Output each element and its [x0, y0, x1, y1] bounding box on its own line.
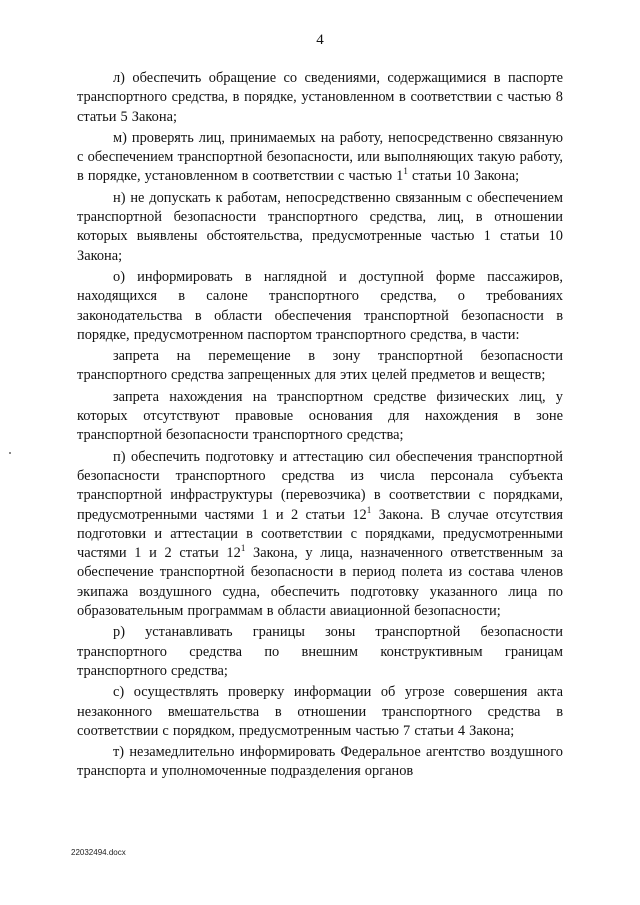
- page-number: 4: [316, 32, 324, 48]
- paragraph-o-item-2: запрета нахождения на транспортном средстве физических лиц, у которых отсутствуют правовые основания для нахождения в зоне транспортной безопасности транспортного средства;: [77, 388, 563, 444]
- file-name-footer: 22032494.docx: [71, 848, 126, 857]
- paragraph-o: о) информировать в наглядной и доступной форме пассажиров, находящихся в салоне транспортного средства, о требованиях законодательства в области обеспечения транспортной безопасности в порядке, предусмотренном паспортом транспортного средства, в части:: [77, 268, 563, 343]
- paragraph-t: т) незамедлительно информировать Федеральное агентство воздушного транспорта и уполномоченные подразделения органов: [77, 744, 563, 780]
- paragraph-n: н) не допускать к работам, непосредственно связанным с обеспечением транспортной безопасности транспортного средства, лиц, в отношении которых выявлены обстоятельства, предусмотренные частью 1 статьи 10 Закона;: [77, 189, 563, 264]
- scan-speck: [9, 452, 11, 454]
- paragraph-o-item-1: запрета на перемещение в зону транспортной безопасности транспортного средства запрещенных для этих целей предметов и веществ;: [77, 348, 563, 384]
- paragraph-r: р) устанавливать границы зоны транспортной безопасности транспортного средства по внешним конструктивным границам транспортного средства;: [77, 624, 563, 679]
- paragraph-m: м) проверять лиц, принимаемых на работу, непосредственно связанную с обеспечением транспортной безопасности, или выполняющих такую работу, в порядке, установленном в соответствии с частью $1^1$ статьи 10 Закона;: [77, 129, 563, 185]
- paragraph-p: п) обеспечить подготовку и аттестацию сил обеспечения транспортной безопасности транспортного средства из числа персонала субъекта транспортной инфраструктуры (перевозчика) в соответствии с порядками, предусмотренными частями 1 и 2 статьи $12^1$ Закона. В случае отсутствия подготовки и аттестации в соответствии с порядками, предусмотренными частями 1 и 2 статьи $12^1$ Закона, у лица, назначенного ответственным за обеспечение транспортной безопасности в период полета из состава членов экипажа воздушного судна, обеспечить подготовку указанного лица по образовательным программам в области авиационной безопасности;: [77, 448, 563, 620]
- paragraph-s: с) осуществлять проверку информации об угрозе совершения акта незаконного вмешательства в отношении транспортного средства в соответствии с порядком, предусмотренным частью 7 статьи 4 Закона;: [77, 684, 563, 739]
- document-body: [77, 69, 563, 784]
- paragraph-l: л) обеспечить обращение со сведениями, содержащимися в паспорте транспортного средства, в порядке, установленном в соответствии с частью 8 статьи 5 Закона;: [77, 70, 563, 125]
